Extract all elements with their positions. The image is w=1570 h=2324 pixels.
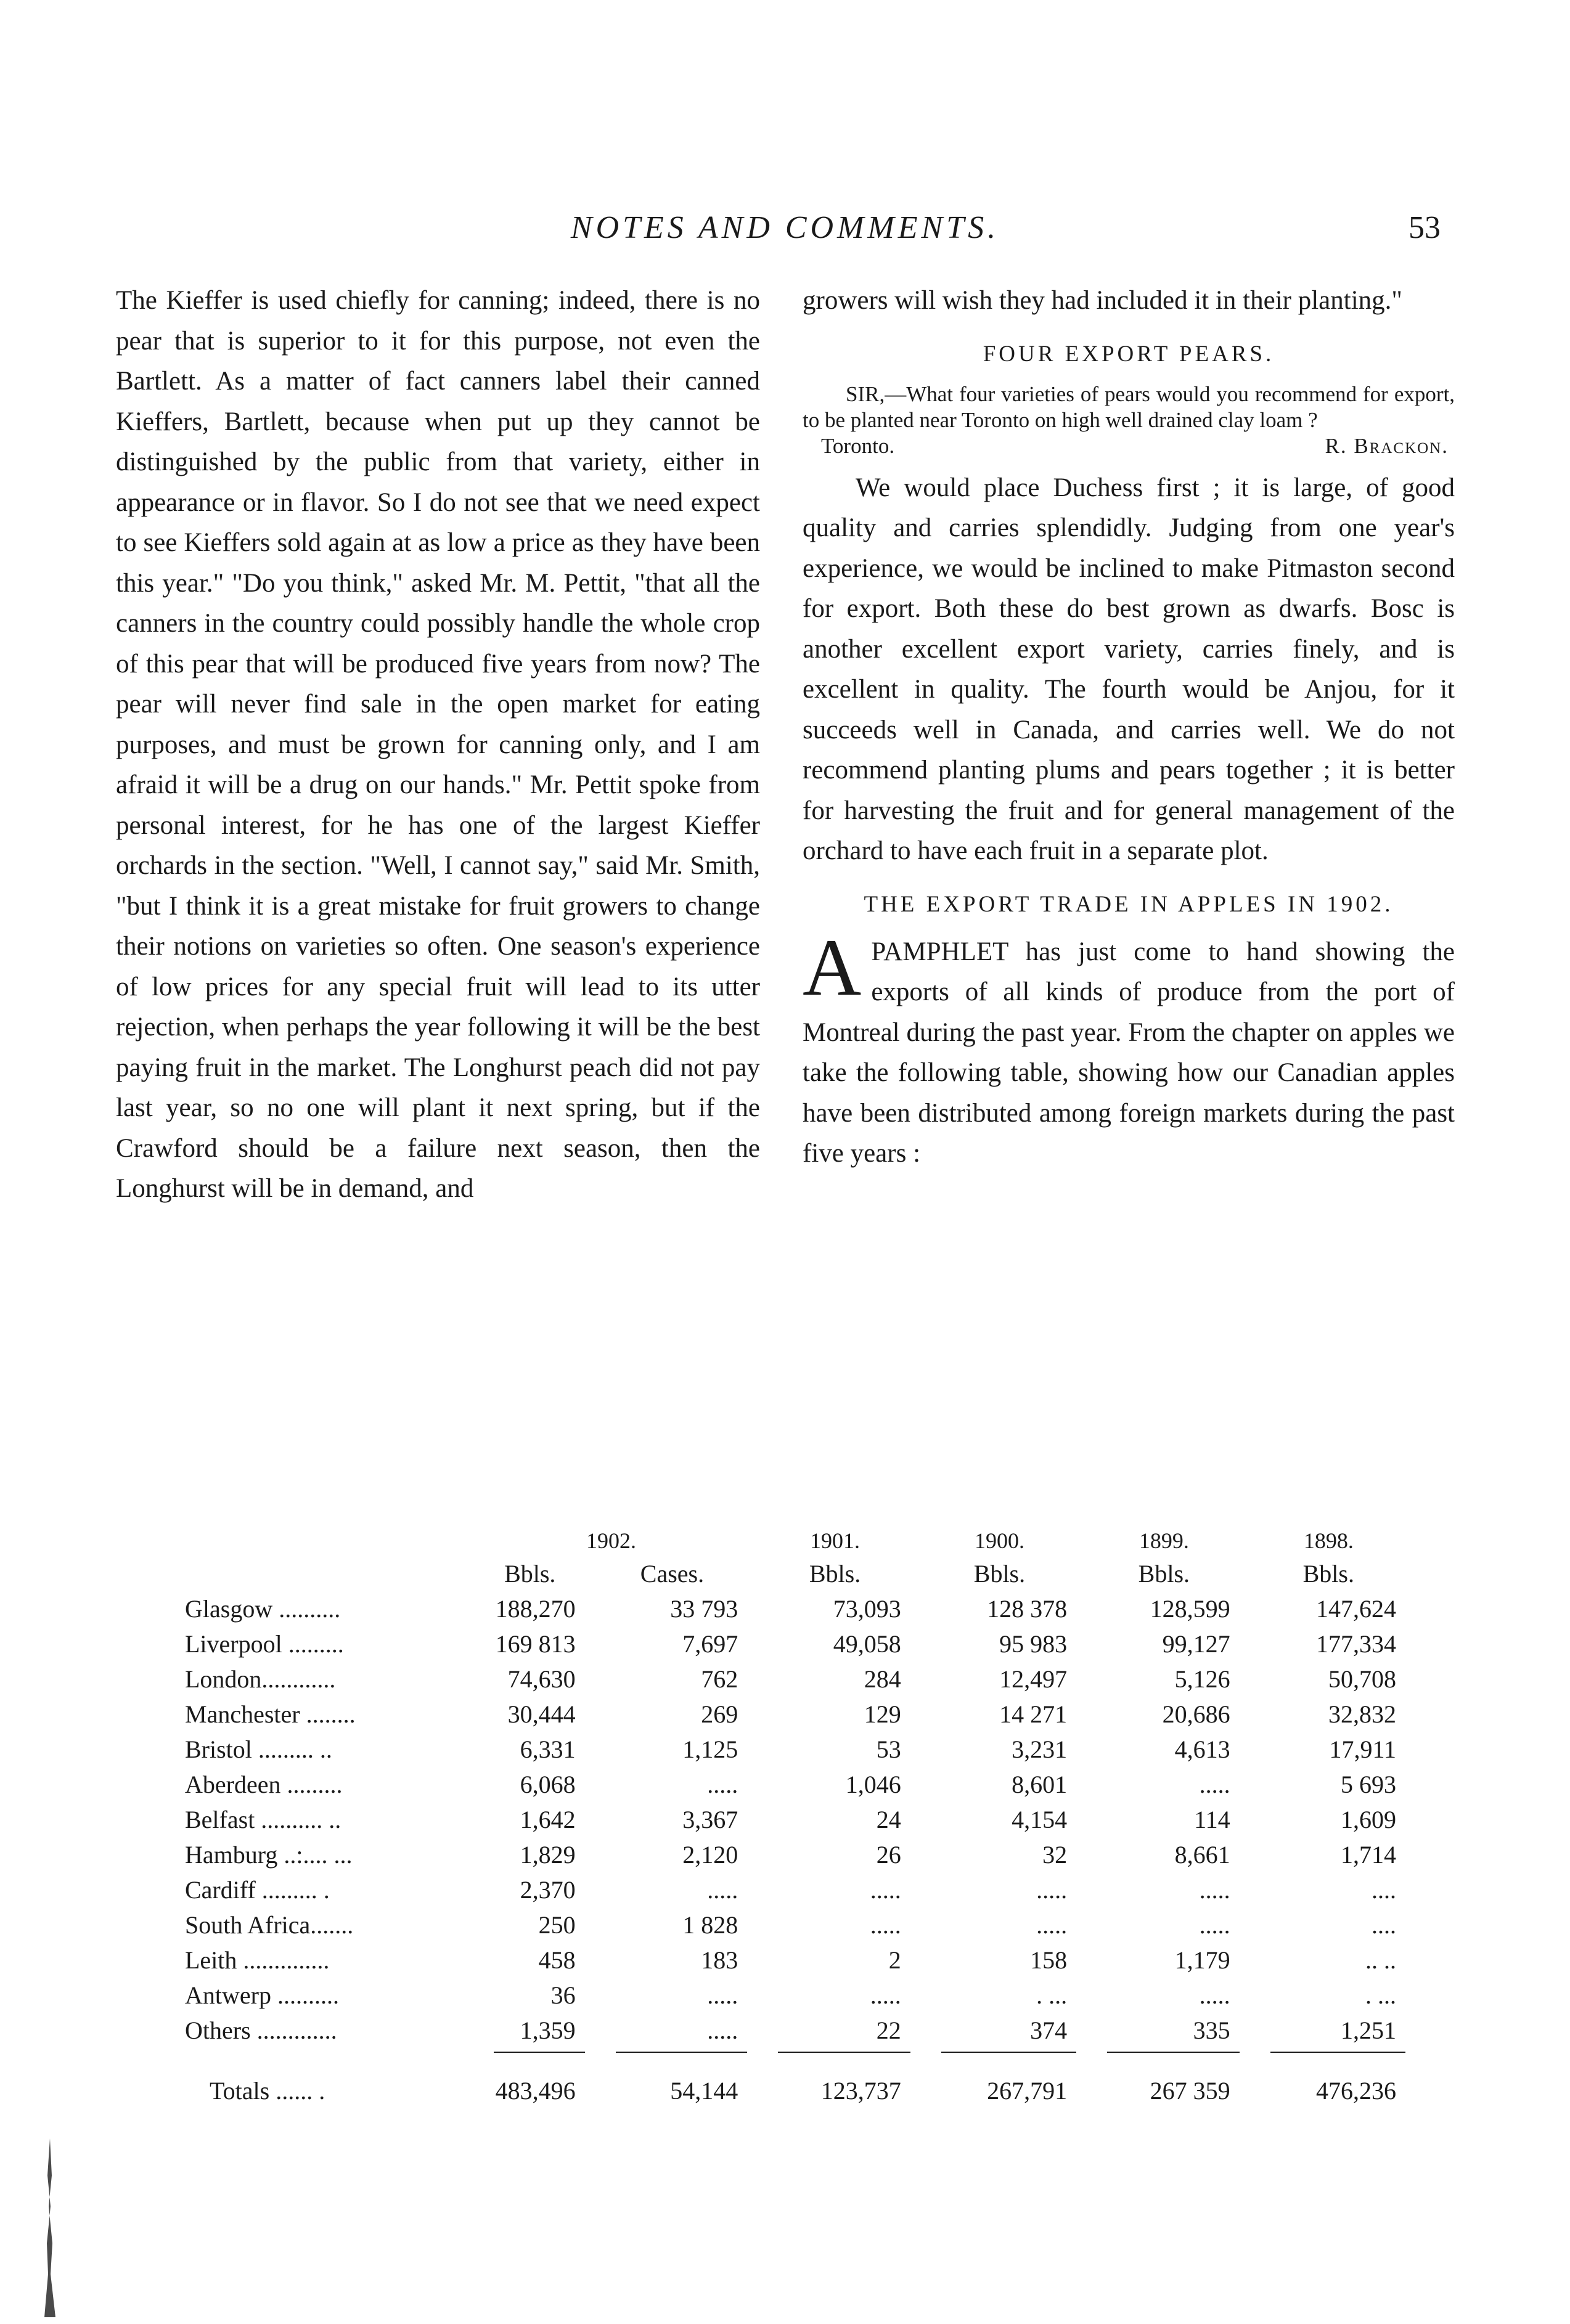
value-cell [591, 1802, 754, 1837]
total-rule [941, 2052, 1076, 2053]
value-text: 1,251 [1341, 2016, 1396, 2044]
value-cell [469, 1872, 591, 1907]
page-number: 53 [1409, 210, 1441, 245]
value-text: 1,829 [520, 1841, 576, 1869]
value-cell [753, 1802, 917, 1837]
value-cell [917, 1872, 1082, 1907]
value-text: 32,832 [1328, 1700, 1396, 1728]
value-text: .. .. [1365, 1946, 1396, 1974]
value-text: 128 378 [987, 1595, 1068, 1623]
value-text: 177,334 [1316, 1630, 1396, 1658]
value-text: ..... [1199, 1981, 1230, 2009]
destination-cell: Glasgow .......... [185, 1595, 341, 1623]
total-value: 54,144 [670, 2076, 738, 2105]
value-cell [1246, 1907, 1412, 1943]
value-cell [469, 1697, 591, 1732]
value-text: 14 271 [999, 1700, 1068, 1728]
value-text: 188,270 [495, 1595, 576, 1623]
value-cell [591, 2013, 754, 2048]
table-row [185, 1767, 1412, 1802]
value-text: 1,046 [845, 1771, 901, 1798]
value-text: 36 [550, 1981, 576, 2009]
value-text: 30,444 [507, 1700, 576, 1728]
value-cell [1246, 1732, 1412, 1767]
totals-row [185, 2057, 1412, 2112]
value-cell [1246, 1943, 1412, 1978]
table-row [185, 1626, 1412, 1661]
value-text: ..... [1036, 1876, 1068, 1904]
value-cell [917, 1732, 1082, 1767]
value-cell [1246, 1978, 1412, 2013]
value-cell [753, 1661, 917, 1697]
value-cell [1246, 1872, 1412, 1907]
value-text: 2 [888, 1946, 901, 1974]
value-text: 2,370 [520, 1876, 576, 1904]
year-header: 1901. [810, 1528, 861, 1553]
value-cell [1246, 1767, 1412, 1802]
value-text: ..... [707, 1981, 738, 2009]
value-cell [1246, 1697, 1412, 1732]
value-text: 5 693 [1341, 1771, 1396, 1798]
unit-header: Bbls. [1302, 1560, 1354, 1588]
value-text: 4,154 [1012, 1806, 1068, 1833]
total-cell [753, 2057, 917, 2112]
value-cell [1082, 1802, 1246, 1837]
reader-letter: SIR,—What four varieties of pears would you recommend for export, to be planted near Toronto on high well drained clay loam ? [803, 381, 1455, 432]
value-cell [753, 1943, 917, 1978]
value-cell [591, 1907, 754, 1943]
total-value: 267,791 [987, 2076, 1068, 2105]
value-text: 3,367 [682, 1806, 738, 1833]
total-cell [591, 2057, 754, 2112]
destination-cell: Others ............. [185, 2016, 337, 2044]
unit-header: Bbls. [973, 1560, 1026, 1588]
unit-header-row [185, 1556, 1412, 1591]
value-text: 158 [1030, 1946, 1068, 1974]
total-value: 476,236 [1316, 2076, 1396, 2105]
value-cell [591, 1626, 754, 1661]
value-text: ..... [707, 1876, 738, 1904]
value-text: 73,093 [833, 1595, 901, 1623]
destination-cell: Belfast .......... .. [185, 1806, 341, 1833]
pears-reply-paragraph: We would place Duchess first ; it is large, of good quality and carries splendidly. Judging from one year's experience, we would be inclined to make Pitmaston second for export. Both these do best grown as dwarfs. Bosc is another excellent export variety, carries finely, and is excellent in quality. The fourth would be Anjou, for it succeeds well in Canada, and carries well. We do not recommend planting plums and pears together ; it is better for harvesting the fruit and for general management of the orchard to have each fruit in a separate plot. [803, 473, 1455, 865]
value-cell [1246, 1661, 1412, 1697]
value-text: 5,126 [1174, 1665, 1230, 1693]
value-text: ..... [1199, 1876, 1230, 1904]
value-cell [753, 2013, 917, 2048]
value-cell [591, 1697, 754, 1732]
total-cell [469, 2057, 591, 2112]
total-cell [1082, 2057, 1246, 2112]
destination-cell: Liverpool ......... [185, 1630, 344, 1658]
value-cell [1246, 1591, 1412, 1626]
value-text: 147,624 [1316, 1595, 1396, 1623]
value-text: 1,642 [520, 1806, 576, 1833]
table-row [185, 1943, 1412, 1978]
destination-cell: Manchester ........ [185, 1700, 356, 1728]
apple-export-table [185, 1525, 1418, 2112]
total-value: 123,737 [820, 2076, 901, 2105]
section-heading-apples: THE EXPORT TRADE IN APPLES IN 1902. [864, 891, 1394, 917]
table-body [185, 1591, 1412, 2112]
table-row [185, 1661, 1412, 1697]
value-cell [469, 1591, 591, 1626]
value-cell [1246, 2013, 1412, 2048]
value-cell [469, 1661, 591, 1697]
total-cell [917, 2057, 1082, 2112]
value-text: ..... [1199, 1771, 1230, 1798]
destination-cell: Bristol ......... .. [185, 1735, 332, 1763]
year-header-row [185, 1525, 1412, 1556]
total-rule-row [185, 2048, 1412, 2057]
table-row [185, 1978, 1412, 2013]
value-cell [591, 1732, 754, 1767]
unit-header: Bbls. [1138, 1560, 1190, 1588]
unit-header: Bbls. [809, 1560, 861, 1588]
total-cell [1246, 2057, 1412, 2112]
value-text: 33 793 [670, 1595, 738, 1623]
value-cell [1082, 1978, 1246, 2013]
value-text: 2,120 [682, 1841, 738, 1869]
value-cell [1082, 1837, 1246, 1872]
value-cell [1082, 1626, 1246, 1661]
value-cell [917, 1943, 1082, 1978]
value-cell [753, 1978, 917, 2013]
value-cell [917, 1978, 1082, 2013]
unit-header: Cases. [640, 1560, 705, 1588]
right-column [803, 280, 1455, 1174]
value-cell [753, 1872, 917, 1907]
value-cell [469, 2013, 591, 2048]
value-text: 99,127 [1162, 1630, 1230, 1658]
value-text: 1 828 [682, 1911, 738, 1939]
year-header: 1899. [1139, 1528, 1189, 1553]
destination-cell: Cardiff ......... . [185, 1876, 330, 1904]
total-rule [616, 2052, 748, 2053]
destination-cell: London............ [185, 1665, 336, 1693]
value-cell [1082, 1943, 1246, 1978]
table-row [185, 1591, 1412, 1626]
value-cell [591, 1978, 754, 2013]
value-text: . ... [1036, 1981, 1068, 2009]
value-text: 26 [876, 1841, 901, 1869]
value-cell [469, 1837, 591, 1872]
value-cell [591, 1837, 754, 1872]
value-cell [1082, 2013, 1246, 2048]
value-cell [469, 1732, 591, 1767]
value-text: 50,708 [1328, 1665, 1396, 1693]
value-text: 1,125 [682, 1735, 738, 1763]
value-text: ..... [707, 2016, 738, 2044]
value-text: 335 [1193, 2016, 1230, 2044]
destination-cell: Aberdeen ......... [185, 1771, 343, 1798]
value-cell [753, 1591, 917, 1626]
value-cell [917, 1837, 1082, 1872]
value-cell [753, 1767, 917, 1802]
body-paragraph: The Kieffer is used chiefly for canning; indeed, there is no pear that is superior to it for this purpose, not even the Bartlett. As a matter of fact canners label their canned Kieffers, Bartlett, because when put up they cannot be distinguished by the public from that variety, either in appearance or in flavor. So I do not see that we need expect to see Kieffers sold again at as low a price as they have been this year." "Do you think," asked Mr. M. Pettit, "that all the canners in the country could possibly handle the whole crop of this pear that will be produced five years from now? The pear will never find sale in the open market for eating purposes, and must be grown for canning only, and I am afraid it will be a drug on our hands." Mr. Pettit spoke from personal interest, for he has one of the largest Kieffer orchards in the section. "Well, I cannot say," said Mr. Smith, "but I think it is a great mistake for fruit growers to change their notions on varieties so often. One season's experience of low prices for any special fruit will lead to its utter rejection, when perhaps the year following it will be the best paying fruit in the market. The Longhurst peach did not pay last year, so no one will plant it next spring, but if the Crawford should be a failure next season, then the Longhurst will be in demand, and [116, 286, 760, 1203]
table-row [185, 1837, 1412, 1872]
value-text: 269 [701, 1700, 738, 1728]
destination-cell: Hamburg ..:.... ... [185, 1841, 353, 1869]
value-text: 284 [864, 1665, 901, 1693]
value-cell [917, 2013, 1082, 2048]
value-cell [1082, 1767, 1246, 1802]
value-cell [753, 1697, 917, 1732]
value-text: 128,599 [1150, 1595, 1230, 1623]
value-cell [753, 1626, 917, 1661]
value-cell [1082, 1661, 1246, 1697]
year-header: 1898. [1303, 1528, 1354, 1553]
section-heading-pears: FOUR EXPORT PEARS. [983, 341, 1275, 367]
total-rule [494, 2052, 585, 2053]
value-text: 53 [876, 1735, 901, 1763]
value-text: .... [1372, 1911, 1396, 1939]
letter-place: Toronto. [821, 433, 895, 458]
value-text: 374 [1030, 2016, 1068, 2044]
value-cell [753, 1732, 917, 1767]
value-cell [591, 1943, 754, 1978]
year-header: 1902. [586, 1528, 637, 1553]
export-table [185, 1525, 1412, 2112]
value-text: 24 [876, 1806, 901, 1833]
value-cell [917, 1626, 1082, 1661]
value-text: 129 [864, 1700, 901, 1728]
value-text: ..... [870, 1981, 901, 2009]
value-cell [469, 1943, 591, 1978]
drop-cap: A [803, 921, 862, 1013]
value-cell [1082, 1697, 1246, 1732]
continued-paragraph: growers will wish they had included it in their planting." [803, 286, 1402, 315]
value-cell [1246, 1626, 1412, 1661]
value-text: 3,231 [1012, 1735, 1068, 1763]
value-text: ..... [870, 1876, 901, 1904]
value-text: 4,613 [1174, 1735, 1230, 1763]
value-text: 22 [876, 2016, 901, 2044]
letter-signature [821, 433, 1449, 459]
value-text: 7,697 [682, 1630, 738, 1658]
value-text: 458 [538, 1946, 576, 1974]
value-text: 49,058 [833, 1630, 901, 1658]
page-header [0, 203, 1570, 253]
total-rule [1107, 2052, 1240, 2053]
year-header: 1900. [974, 1528, 1024, 1553]
table-row [185, 2013, 1412, 2048]
value-cell [917, 1661, 1082, 1697]
value-cell [917, 1907, 1082, 1943]
destination-cell: Antwerp .......... [185, 1981, 339, 2009]
running-head: NOTES AND COMMENTS. [570, 210, 1000, 245]
total-rule [1270, 2052, 1405, 2053]
value-text: 74,630 [507, 1665, 576, 1693]
value-cell [469, 1907, 591, 1943]
value-cell [917, 1767, 1082, 1802]
value-text: 17,911 [1329, 1735, 1396, 1763]
apples-paragraph [803, 921, 1455, 1174]
apples-text: PAMPHLET has just come to hand showing the exports of all kinds of produce from the port of Montreal during the past year. From the chapter on apples we take the following table, showing how our Canadian apples have been distributed among foreign markets during the past five years : [803, 937, 1455, 1168]
value-text: . ... [1365, 1981, 1396, 2009]
value-cell [591, 1591, 754, 1626]
value-cell [591, 1767, 754, 1802]
table-row [185, 1697, 1412, 1732]
value-cell [591, 1872, 754, 1907]
table-row [185, 1872, 1412, 1907]
value-cell [753, 1907, 917, 1943]
value-cell [753, 1837, 917, 1872]
value-text: 250 [538, 1911, 576, 1939]
value-text: ..... [707, 1771, 738, 1798]
value-text: ..... [1199, 1911, 1230, 1939]
margin-ink-mark [43, 2138, 57, 2317]
value-cell [1082, 1591, 1246, 1626]
value-text: 1,609 [1341, 1806, 1396, 1833]
value-text: 183 [701, 1946, 738, 1974]
value-text: 114 [1194, 1806, 1230, 1833]
value-cell [917, 1697, 1082, 1732]
value-cell [917, 1591, 1082, 1626]
value-cell [1246, 1802, 1412, 1837]
value-text: 1,359 [520, 2016, 576, 2044]
value-cell [469, 1978, 591, 2013]
total-value: 483,496 [495, 2076, 576, 2105]
value-cell [1246, 1837, 1412, 1872]
value-text: .... [1372, 1876, 1396, 1904]
value-text: 95 983 [999, 1630, 1068, 1658]
value-text: 8,661 [1174, 1841, 1230, 1869]
destination-cell: South Africa....... [185, 1911, 354, 1939]
value-cell [1082, 1732, 1246, 1767]
left-column [116, 280, 760, 1209]
value-cell [469, 1802, 591, 1837]
total-value: 267 359 [1150, 2076, 1230, 2105]
table-row [185, 1732, 1412, 1767]
table-row [185, 1907, 1412, 1943]
destination-cell: Leith .............. [185, 1946, 330, 1974]
value-text: 8,601 [1012, 1771, 1068, 1798]
value-text: 1,714 [1341, 1841, 1396, 1869]
value-text: 762 [701, 1665, 738, 1693]
value-cell [917, 1802, 1082, 1837]
value-cell [1082, 1872, 1246, 1907]
table-row [185, 1802, 1412, 1837]
value-cell [1082, 1907, 1246, 1943]
value-text: 12,497 [999, 1665, 1068, 1693]
value-cell [469, 1626, 591, 1661]
value-text: ..... [1036, 1911, 1068, 1939]
totals-label: Totals ...... . [210, 2076, 325, 2105]
total-rule [778, 2052, 910, 2053]
value-text: 6,068 [520, 1771, 576, 1798]
value-text: 169 813 [495, 1630, 576, 1658]
value-text: ..... [870, 1911, 901, 1939]
value-cell [591, 1661, 754, 1697]
letter-author: R. Brackon. [1325, 433, 1449, 458]
value-text: 6,331 [520, 1735, 576, 1763]
value-text: 1,179 [1174, 1946, 1230, 1974]
value-text: 20,686 [1162, 1700, 1230, 1728]
value-text: 32 [1042, 1841, 1068, 1869]
unit-header: Bbls. [504, 1560, 556, 1588]
value-cell [469, 1767, 591, 1802]
